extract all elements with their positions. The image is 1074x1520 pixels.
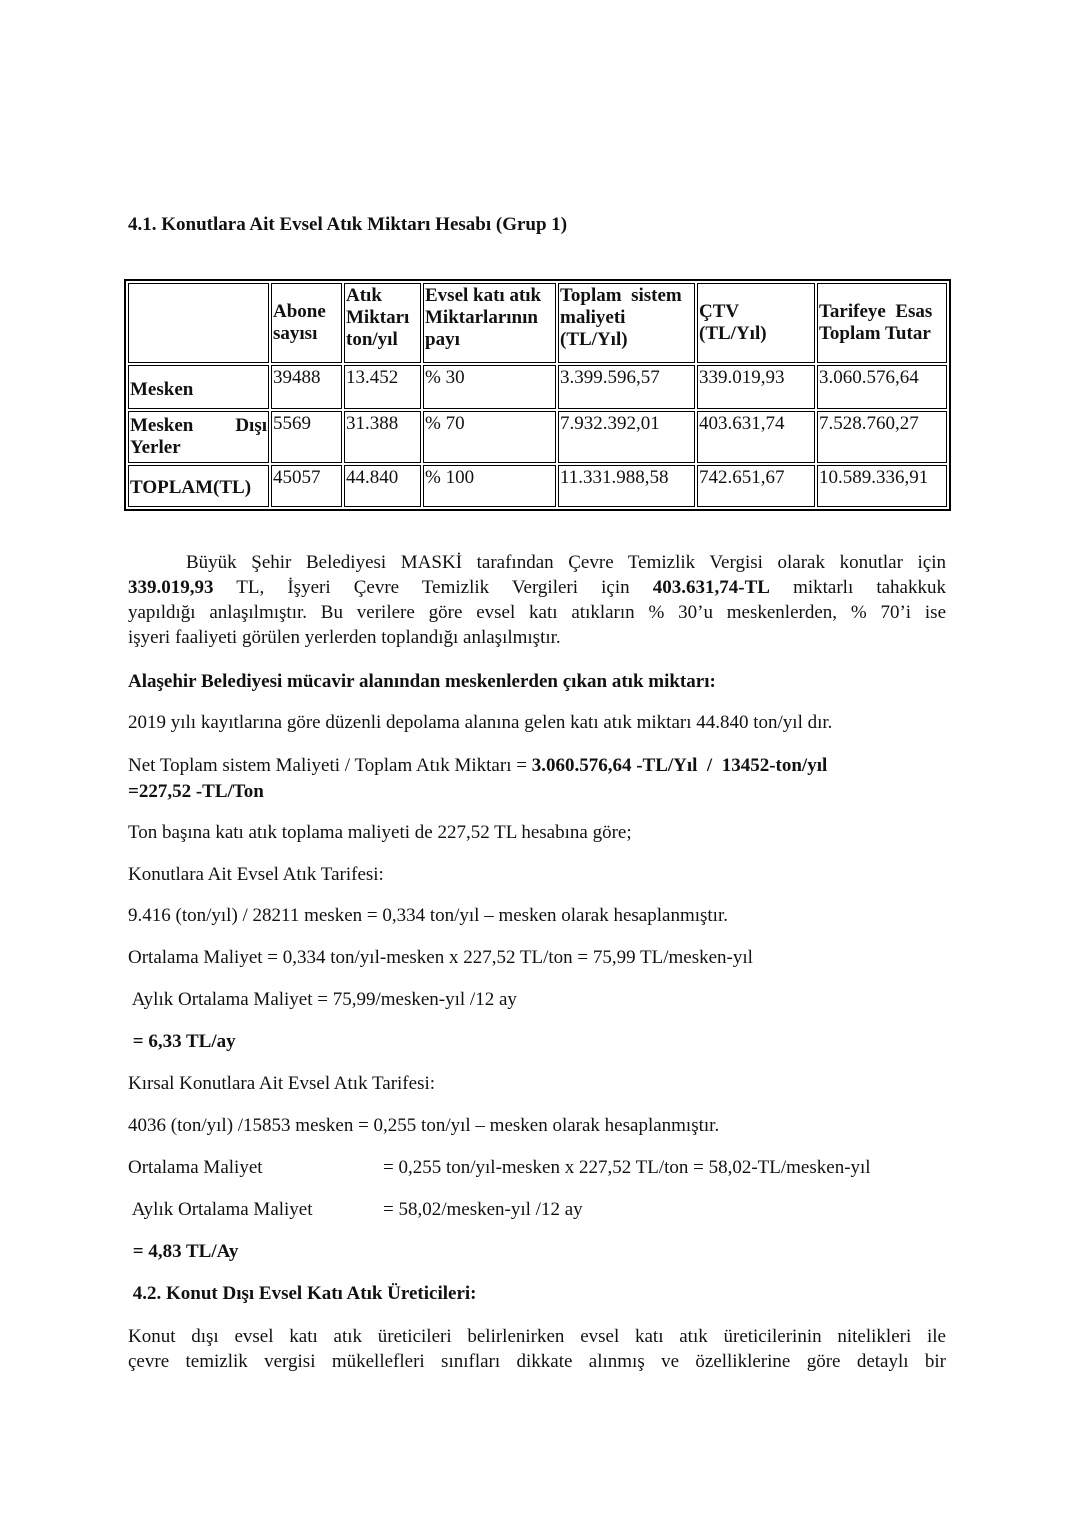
paragraph-konut-disi: Konut dışı evsel katı atık üreticileri belirlenirken evsel katı atık üreticilerinin nitelikleri ile çevre temizlik vergisi mükellefleri sınıfları dikkate alınmış ve özelliklerine göre detaylı bir [128, 1326, 946, 1372]
cell-maliyet: 7.932.392,01 [558, 411, 695, 463]
ton-basina-line: Ton başına katı atık toplama maliyeti de 227,52 TL hesabına göre; [128, 822, 632, 843]
section-heading-4-2: 4.2. Konut Dışı Evsel Katı Atık Üreticileri: [128, 1283, 477, 1304]
cell-abone: 39488 [271, 365, 342, 409]
konut-result: = 6,33 TL/ay [128, 1031, 236, 1052]
cell-abone: 45057 [271, 465, 342, 507]
kirsal-calc: 4036 (ton/yıl) /15853 mesken = 0,255 ton/yıl – mesken olarak hesaplanmıştır. [128, 1115, 720, 1136]
cell-maliyet: 3.399.596,57 [558, 365, 695, 409]
cell-pay: % 30 [423, 365, 556, 409]
table-row [128, 411, 947, 463]
kirsal-tarife-title: Kırsal Konutlara Ait Evsel Atık Tarifesi: [128, 1073, 436, 1094]
kirsal-result: = 4,83 TL/Ay [128, 1241, 239, 1262]
table-header-empty [128, 283, 269, 363]
cell-atik: 31.388 [344, 411, 421, 463]
cell-maliyet: 11.331.988,58 [558, 465, 695, 507]
cell-atik: 44.840 [344, 465, 421, 507]
cell-atik: 13.452 [344, 365, 421, 409]
kirsal-ortalama-label: Ortalama Maliyet [128, 1157, 263, 1178]
row-label: Mesken [128, 365, 269, 409]
waste-table [124, 279, 951, 511]
table-header-atik: Atık Miktarı ton/yıl [344, 283, 421, 363]
table-row [128, 365, 947, 409]
cell-ctv: 742.651,67 [697, 465, 815, 507]
cell-tarife: 7.528.760,27 [817, 411, 947, 463]
table-header-tarife: Tarifeye Esas Toplam Tutar [817, 283, 947, 363]
table-row [128, 465, 947, 507]
table-header-abone: Abone sayısı [271, 283, 342, 363]
cell-pay: % 70 [423, 411, 556, 463]
line-2019: 2019 yılı kayıtlarına göre düzenli depolama alanına gelen katı atık miktarı 44.840 ton/yıl dır. [128, 712, 833, 733]
table-header-pay: Evsel katı atık Miktarlarının payı [423, 283, 556, 363]
row-label: Mesken Dışı Yerler [128, 411, 269, 463]
alasehir-heading: Alaşehir Belediyesi mücavir alanından meskenlerden çıkan atık miktarı: [128, 671, 716, 692]
table-header-row [128, 283, 947, 363]
row-label: TOPLAM(TL) [128, 465, 269, 507]
kirsal-aylik-label: Aylık Ortalama Maliyet [128, 1199, 313, 1220]
cell-tarife: 3.060.576,64 [817, 365, 947, 409]
cell-pay: % 100 [423, 465, 556, 507]
table-header-maliyet: Toplam sistem maliyeti (TL/Yıl) [558, 283, 695, 363]
konut-ortalama: Ortalama Maliyet = 0,334 ton/yıl-mesken x 227,52 TL/ton = 75,99 TL/mesken-yıl [128, 947, 753, 968]
konut-tarife-title: Konutlara Ait Evsel Atık Tarifesi: [128, 864, 384, 885]
konut-calc: 9.416 (ton/yıl) / 28211 mesken = 0,334 ton/yıl – mesken olarak hesaplanmıştır. [128, 905, 728, 926]
section-heading-4-1: 4.1. Konutlara Ait Evsel Atık Miktarı Hesabı (Grup 1) [128, 214, 568, 235]
net-cost-formula: Net Toplam sistem Maliyeti / Toplam Atık Miktarı = 3.060.576,64 -TL/Yıl / 13452-ton/yıl =227,52 -TL/Ton [128, 755, 828, 802]
kirsal-ortalama-value: = 0,255 ton/yıl-mesken x 227,52 TL/ton = 58,02-TL/mesken-yıl [383, 1157, 871, 1178]
cell-ctv: 339.019,93 [697, 365, 815, 409]
cell-tarife: 10.589.336,91 [817, 465, 947, 507]
konut-aylik: Aylık Ortalama Maliyet = 75,99/mesken-yıl /12 ay [128, 989, 517, 1010]
paragraph-ctv: Büyük Şehir Belediyesi MASKİ tarafından Çevre Temizlik Vergisi olarak konutlar için 339.019,93 TL, İşyeri Çevre Temizlik Vergileri için 403.631,74-TL miktarlı tahakkuk yapıldığı anlaşılmıştır. Bu verilere göre evsel katı atıkların % 30’u meskenlerden, % 70’i ise işyeri faaliyeti görülen yerlerden toplandığı anlaşılmıştır. [128, 552, 946, 648]
table-header-ctv: ÇTV (TL/Yıl) [697, 283, 815, 363]
kirsal-aylik-value: = 58,02/mesken-yıl /12 ay [383, 1199, 583, 1220]
cell-abone: 5569 [271, 411, 342, 463]
cell-ctv: 403.631,74 [697, 411, 815, 463]
